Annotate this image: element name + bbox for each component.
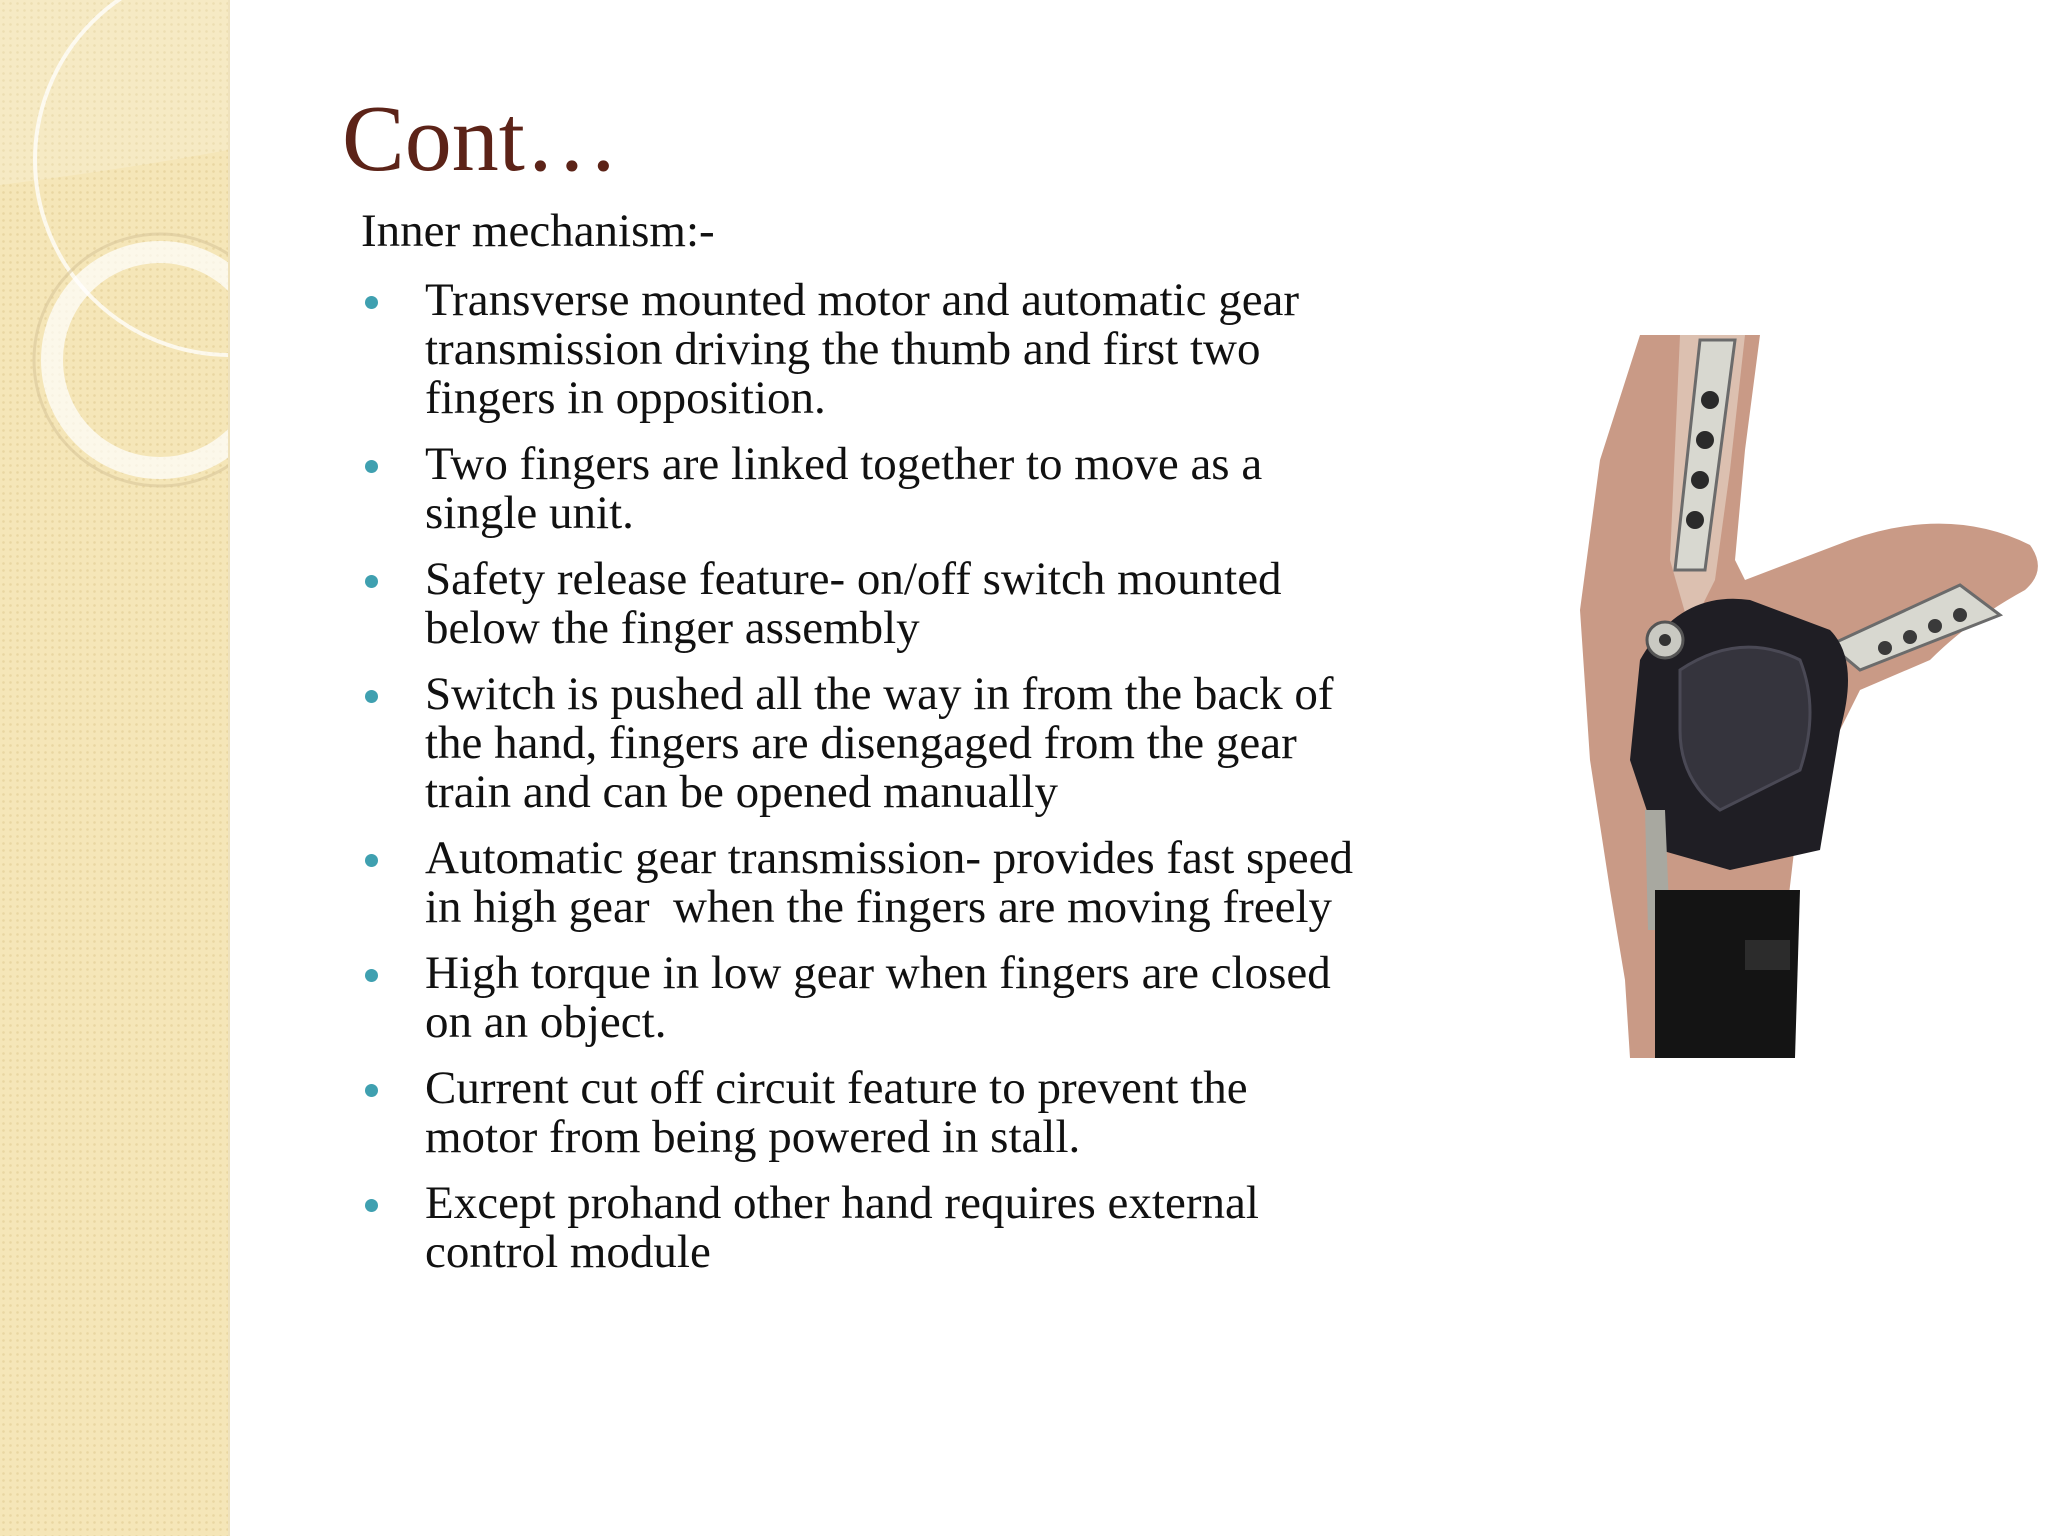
bullet-marker-icon xyxy=(365,460,378,473)
decorative-side-panel xyxy=(0,0,230,1536)
bullet-marker-icon xyxy=(365,1084,378,1097)
decorative-circles xyxy=(0,0,228,520)
bullet-marker-icon xyxy=(365,969,378,982)
bullet-text: Switch is pushed all the way in from the back of the hand, fingers are disengaged from the gear train and can be opened manually xyxy=(425,668,1334,818)
bullet-item xyxy=(361,670,1461,817)
bullet-item xyxy=(361,1179,1461,1277)
bullet-text: Except prohand other hand requires external control module xyxy=(425,1177,1259,1278)
bullet-item xyxy=(361,276,1461,423)
bullet-list xyxy=(361,276,1461,1294)
slide-title: Cont… xyxy=(342,87,619,191)
bullet-item xyxy=(361,949,1461,1047)
intro-text: Inner mechanism:- xyxy=(361,205,715,257)
bullet-item xyxy=(361,555,1461,653)
bullet-text: Safety release feature- on/off switch mounted below the finger assembly xyxy=(425,553,1282,654)
bullet-item xyxy=(361,440,1461,538)
bullet-marker-icon xyxy=(365,296,378,309)
bullet-text: Transverse mounted motor and automatic gear transmission driving the thumb and first two fingers in opposition. xyxy=(425,274,1300,424)
bullet-text: Two fingers are linked together to move as a single unit. xyxy=(425,438,1263,539)
bullet-text: High torque in low gear when fingers are closed on an object. xyxy=(425,947,1331,1048)
bullet-text: Automatic gear transmission- provides fast speed in high gear when the fingers are moving freely xyxy=(425,832,1354,933)
bullet-item xyxy=(361,1064,1461,1162)
bullet-marker-icon xyxy=(365,690,378,703)
bullet-marker-icon xyxy=(365,1199,378,1212)
bullet-marker-icon xyxy=(365,575,378,588)
bullet-item xyxy=(361,834,1461,932)
bullet-marker-icon xyxy=(365,854,378,867)
prosthetic-hand-mechanism-image xyxy=(1530,330,2048,1058)
bullet-text: Current cut off circuit feature to prevent the motor from being powered in stall. xyxy=(425,1062,1248,1163)
